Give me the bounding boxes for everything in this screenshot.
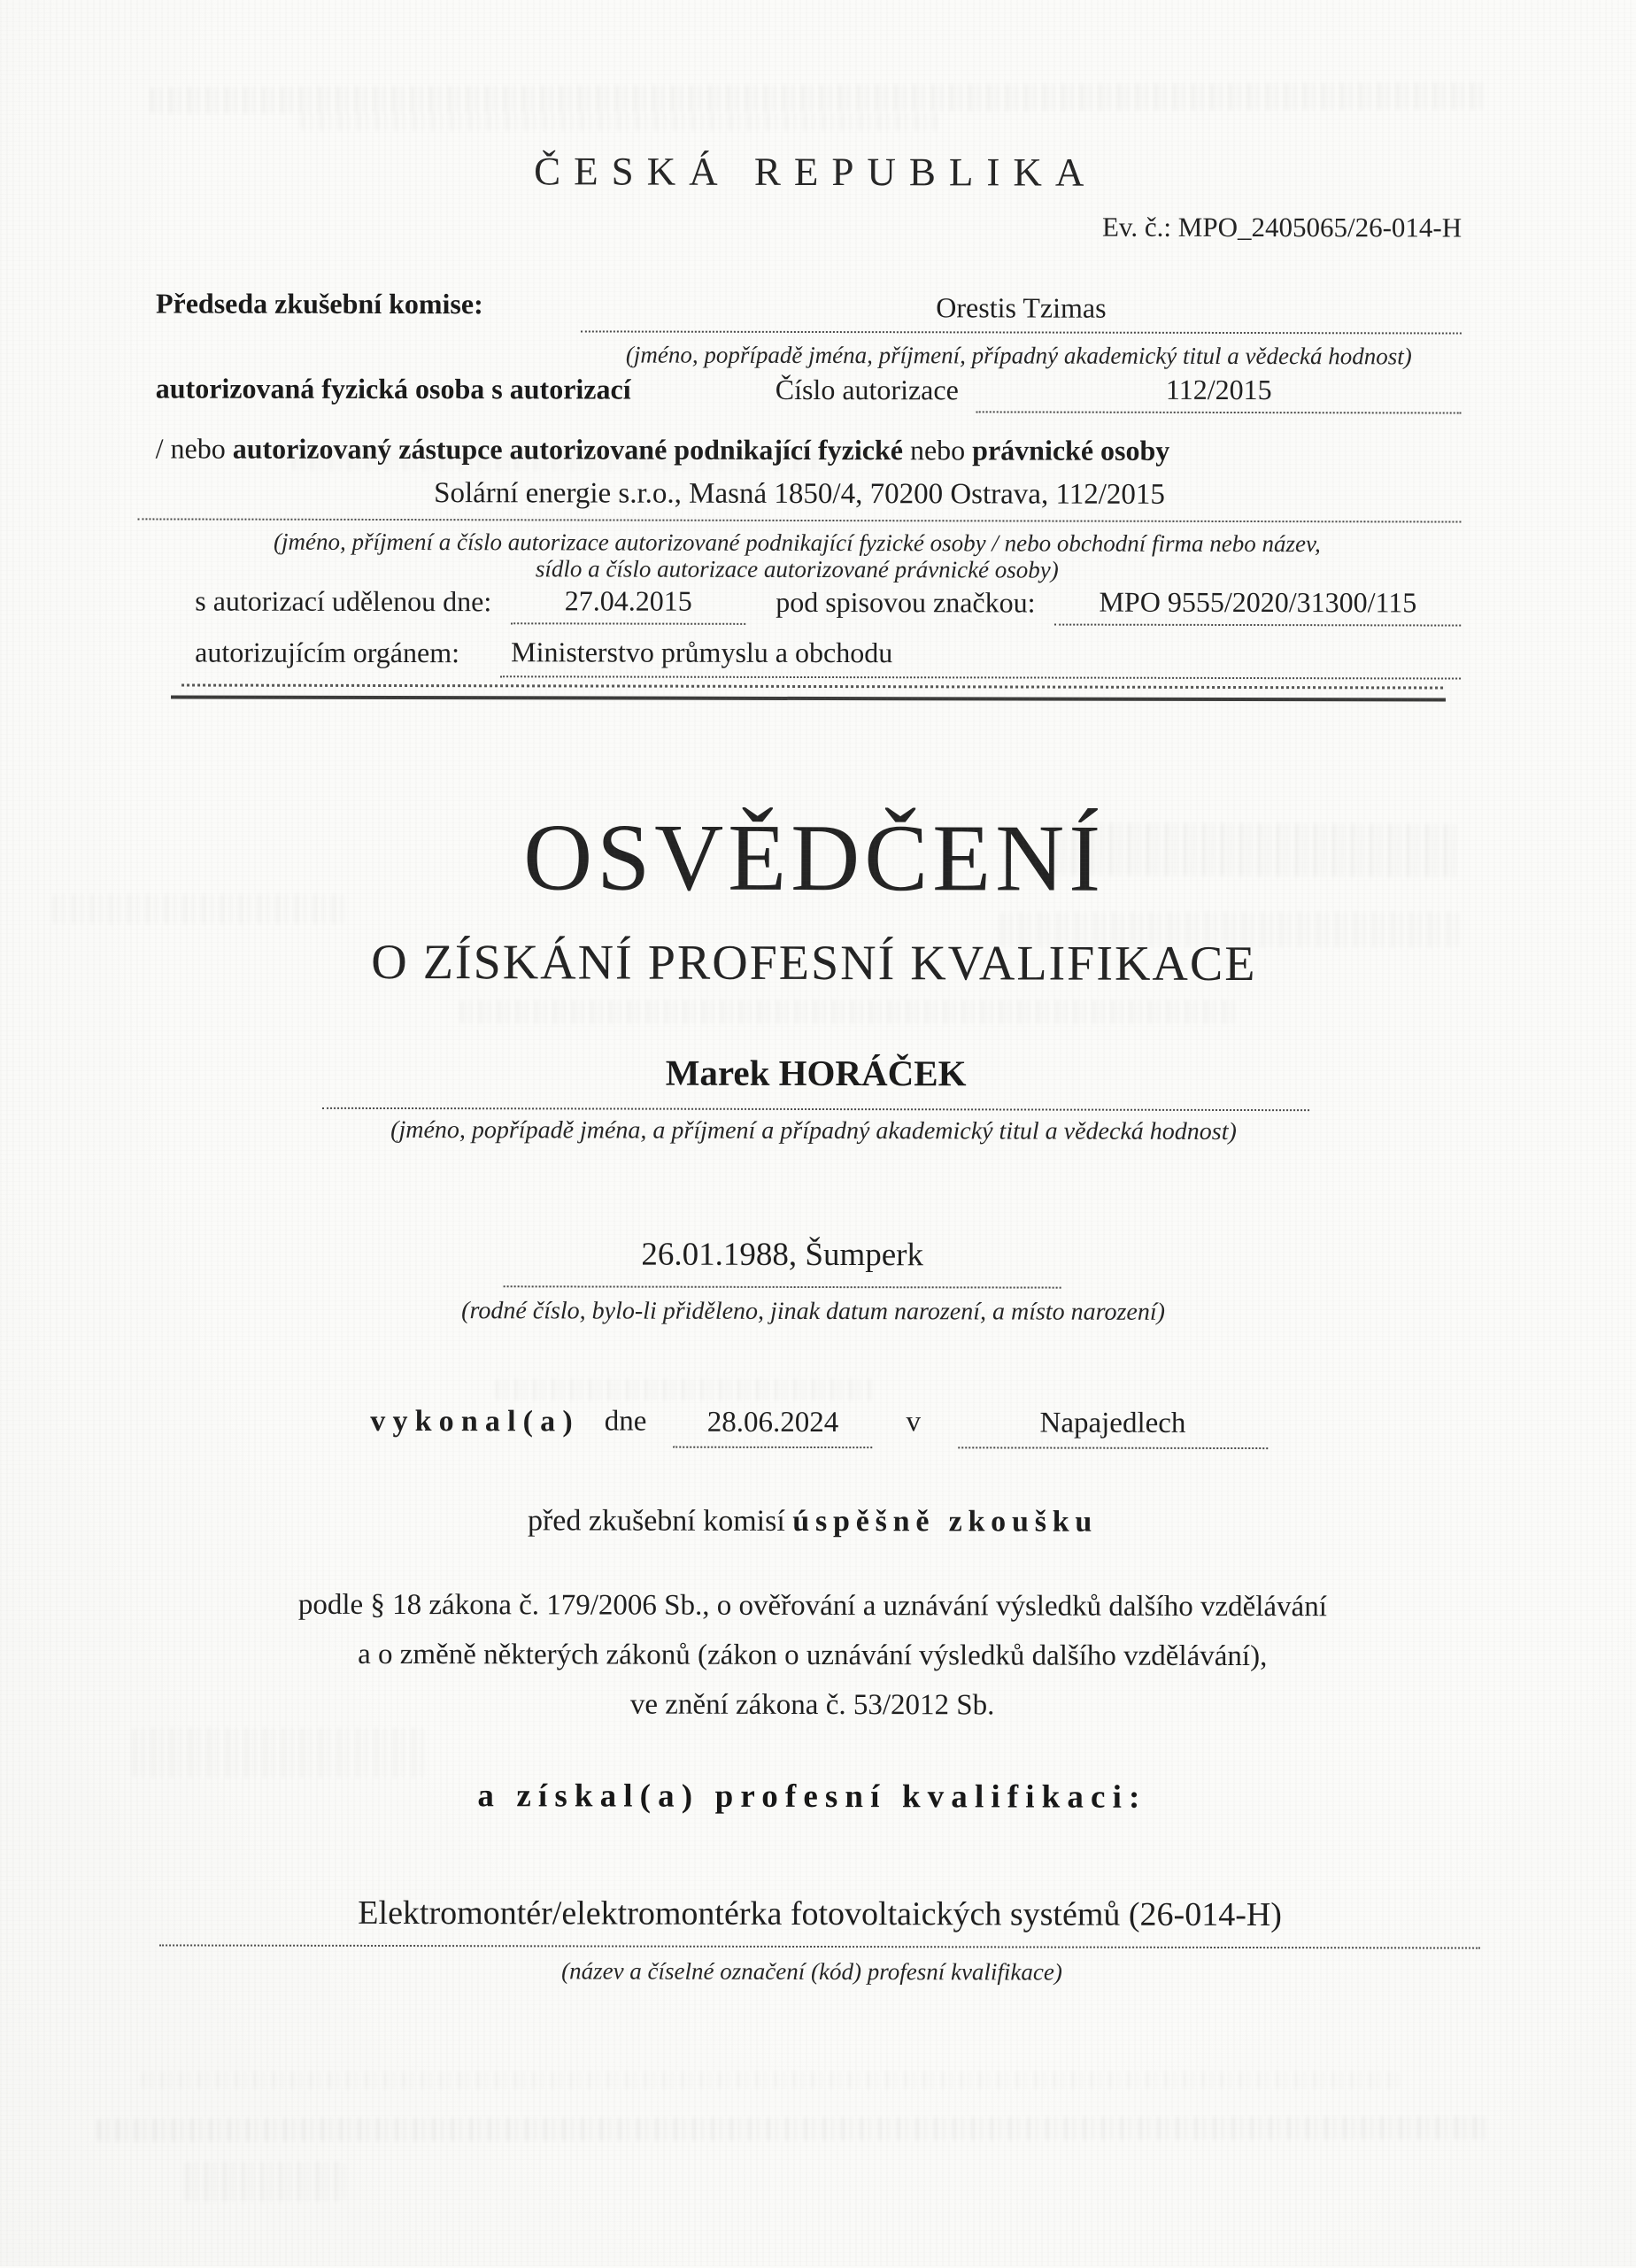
committee-prefix: před zkušební komisí (527, 1504, 793, 1538)
file-number-field: MPO 9555/2020/31300/115 (1054, 586, 1461, 627)
gained-qualification-label: a získal(a) profesní kvalifikaci: (477, 1778, 1147, 1816)
granted-date-field: 27.04.2015 (511, 584, 745, 625)
header-divider-dotted (181, 684, 1443, 690)
certificate-title: OSVĚDČENÍ (523, 805, 1106, 912)
exam-place-field: Napajedlech (958, 1407, 1268, 1449)
authorization-number-field: 112/2015 (976, 373, 1462, 413)
chairman-name-field: Orestis Tzimas (581, 290, 1462, 334)
authorizing-body-label: autorizujícím orgánem: (195, 636, 460, 669)
granted-date-label: s autorizací udělenou dne: (195, 584, 492, 618)
country-title: ČESKÁ REPUBLIKA (534, 149, 1098, 195)
authorizing-body-row (195, 636, 1461, 680)
or-line-prefix: / nebo (155, 432, 233, 465)
chairman-caption: (jméno, popřípadě jména, příjmení, případný akademický titul a vědecká hodnost) (625, 341, 1412, 370)
birth-info-field: 26.01.1988, Šumperk (504, 1235, 1061, 1288)
holder-name-caption: (jméno, popřípadě jména, a příjmení a případný akademický titul a vědecká hodnost) (390, 1115, 1237, 1146)
authorized-person-label: autorizovaná fyzická osoba s autorizací (155, 372, 631, 405)
performed-label: vykonal(a) (370, 1404, 580, 1439)
committee-success-text: úspěšně zkoušku (792, 1504, 1099, 1539)
law-reference-line1: podle § 18 zákona č. 179/2006 Sb., o ověřování a uznávání výsledků dalšího vzdělávání (297, 1588, 1327, 1624)
or-line-bold-2: právnické osoby (972, 434, 1170, 467)
holder-name-field: Marek HORÁČEK (322, 1051, 1309, 1111)
chairman-row (156, 287, 1462, 334)
header-divider-solid (171, 695, 1446, 701)
company-caption-line2: sídlo a číslo autorizace autorizované právnické osoby) (535, 555, 1059, 583)
authorization-number-label: Číslo autorizace (775, 373, 959, 406)
qualification-name-field: Elektromontér/elektromontérka fotovoltaických systémů (26-014-H) (159, 1893, 1480, 1948)
qualification-caption: (název a číselné označení (kód) profesní kvalifikace) (561, 1957, 1062, 1986)
authorizing-body-field: Ministerstvo průmyslu a obchodu (500, 636, 1461, 679)
performed-v-label: v (906, 1406, 922, 1439)
authorized-company-field: Solární energie s.r.o., Masná 1850/4, 70200 Ostrava, 112/2015 (137, 476, 1461, 522)
registration-number: Ev. č.: MPO_2405065/26-014-H (1101, 211, 1462, 243)
authorization-granted-row (195, 585, 1461, 627)
certificate-subtitle: O ZÍSKÁNÍ PROFESNÍ KVALIFIKACE (371, 934, 1257, 992)
or-representative-line (156, 432, 1475, 467)
law-reference-line2: a o změně některých zákonů (zákon o uznávání výsledků dalšího vzdělávání), (358, 1638, 1268, 1673)
file-number-label: pod spisovou značkou: (776, 585, 1036, 619)
authorized-person-row (156, 372, 1462, 413)
performed-dne-label: dne (604, 1405, 647, 1438)
exam-date-field: 28.06.2024 (673, 1407, 872, 1448)
or-line-mid: nebo (902, 434, 973, 467)
exam-performed-row (370, 1405, 1508, 1450)
chairman-label: Předseda zkušební komise: (155, 287, 483, 320)
company-caption-line1: (jméno, příjmení a číslo autorizace autorizované podnikající fyzické osoby / nebo obchodní firma nebo název, (273, 528, 1321, 558)
committee-result-line (12, 1503, 1614, 1540)
law-reference-line3: ve znění zákona č. 53/2012 Sb. (629, 1688, 995, 1722)
certificate-sheet (10, 0, 1617, 2268)
birth-info-caption: (rodné číslo, bylo-li přiděleno, jinak datum narození, a místo narození) (461, 1297, 1166, 1326)
or-line-bold-1: autorizovaný zástupce autorizované podnikající fyzické (232, 432, 904, 467)
